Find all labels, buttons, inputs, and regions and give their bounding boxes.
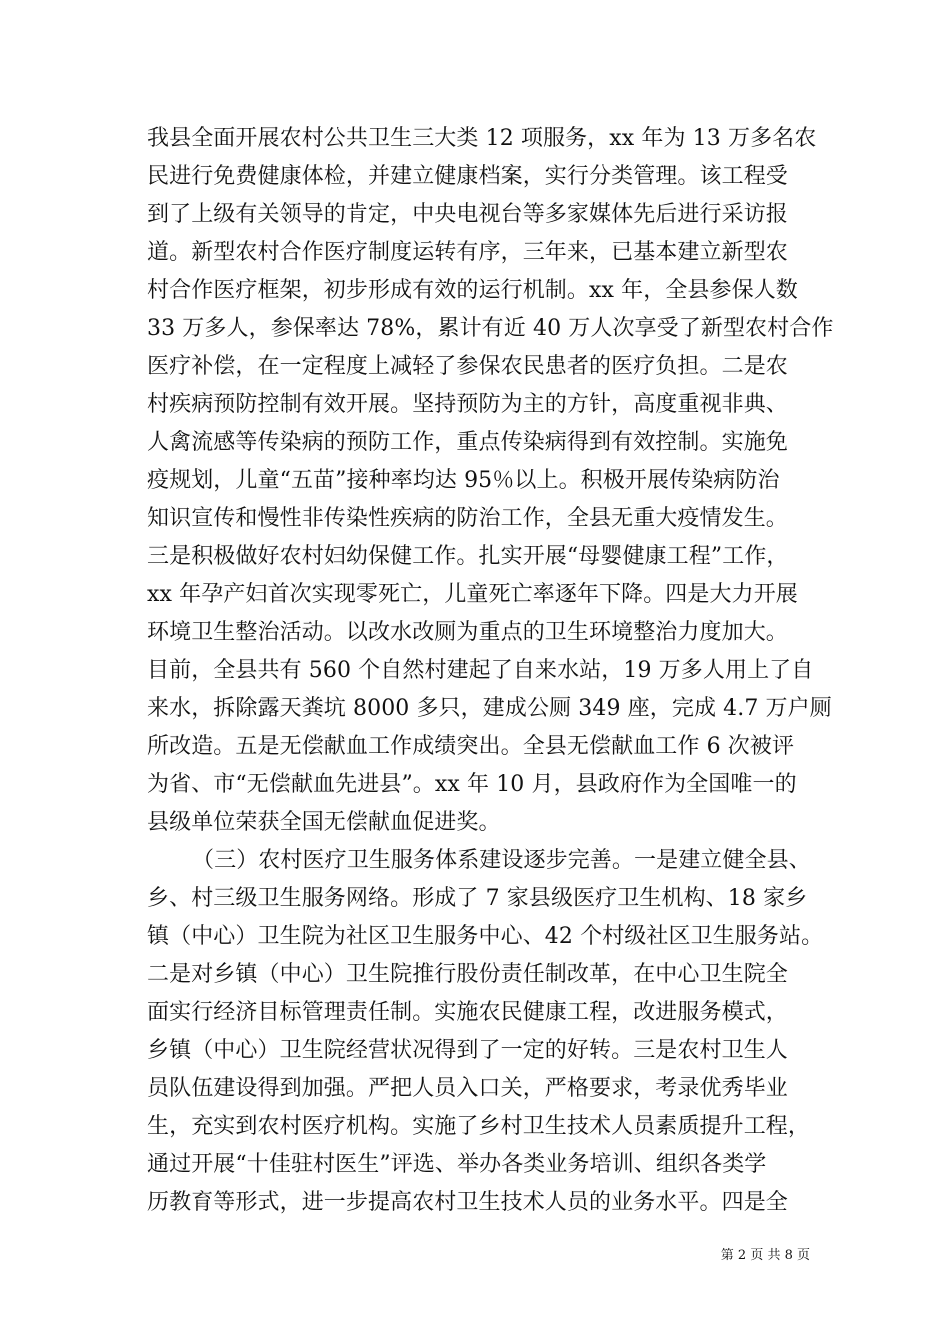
text-line: 我县全面开展农村公共卫生三大类 12 项服务，xx 年为 13 万多名农 <box>147 126 817 151</box>
text-line: （三）农村医疗卫生服务体系建设逐步完善。一是建立健全县、 <box>192 848 811 873</box>
text-line: 知识宣传和慢性非传染性疾病的防治工作，全县无重大疫情发生。 <box>147 506 788 531</box>
text-line: 乡镇（中心）卫生院经营状况得到了一定的好转。三是农村卫生人 <box>147 1038 788 1063</box>
text-line: 环境卫生整治活动。以改水改厕为重点的卫生环境整治力度加大。 <box>147 620 788 645</box>
text-line: 通过开展“十佳驻村医生”评选、举办各类业务培训、组织各类学 <box>147 1152 767 1177</box>
text-line: 三是积极做好农村妇幼保健工作。扎实开展“母婴健康工程”工作， <box>147 544 789 569</box>
text-line: 县级单位荣获全国无偿献血促进奖。 <box>147 810 501 835</box>
text-line: 为省、市“无偿献血先进县”。xx 年 10 月，县政府作为全国唯一的 <box>147 772 797 797</box>
text-line: 面实行经济目标管理责任制。实施农民健康工程，改进服务模式， <box>147 1000 788 1025</box>
text-line: 到了上级有关领导的肯定，中央电视台等多家媒体先后进行采访报 <box>147 202 788 227</box>
page-number: 第 2 页 共 8 页 <box>720 1248 810 1263</box>
text-line: xx 年孕产妇首次实现零死亡，儿童死亡率逐年下降。四是大力开展 <box>147 582 798 607</box>
text-line: 道。新型农村合作医疗制度运转有序，三年来，已基本建立新型农 <box>147 240 788 265</box>
text-line: 生，充实到农村医疗机构。实施了乡村卫生技术人员素质提升工程， <box>147 1114 811 1139</box>
text-line: 民进行免费健康体检，并建立健康档案，实行分类管理。该工程受 <box>147 164 788 189</box>
text-line: 历教育等形式，进一步提高农村卫生技术人员的业务水平。四是全 <box>147 1190 788 1215</box>
text-line: 镇（中心）卫生院为社区卫生服务中心、42 个村级社区卫生服务站。 <box>147 924 824 949</box>
text-line: 村合作医疗框架，初步形成有效的运行机制。xx 年，全县参保人数 <box>147 278 798 303</box>
text-line: 乡、村三级卫生服务网络。形成了 7 家县级医疗卫生机构、18 家乡 <box>147 886 808 911</box>
text-line: 村疾病预防控制有效开展。坚持预防为主的方针，高度重视非典、 <box>147 392 788 417</box>
text-line: 员队伍建设得到加强。严把人员入口关，严格要求，考录优秀毕业 <box>147 1076 788 1101</box>
text-line: 33 万多人，参保率达 78%，累计有近 40 万人次享受了新型农村合作 <box>147 316 834 341</box>
text-line: 二是对乡镇（中心）卫生院推行股份责任制改革，在中心卫生院全 <box>147 962 788 987</box>
text-line: 所改造。五是无偿献血工作成绩突出。全县无偿献血工作 6 次被评 <box>147 734 795 759</box>
text-line: 医疗补偿，在一定程度上减轻了参保农民患者的医疗负担。二是农 <box>147 354 788 379</box>
text-line: 来水，拆除露天粪坑 8000 多只，建成公厕 349 座，完成 4.7 万户厕 <box>147 696 832 721</box>
text-line: 疫规划，儿童“五苗”接种率均达 95％以上。积极开展传染病防治 <box>147 468 780 493</box>
text-line: 目前，全县共有 560 个自然村建起了自来水站，19 万多人用上了自 <box>147 658 814 683</box>
text-line: 人禽流感等传染病的预防工作，重点传染病得到有效控制。实施免 <box>147 430 788 455</box>
